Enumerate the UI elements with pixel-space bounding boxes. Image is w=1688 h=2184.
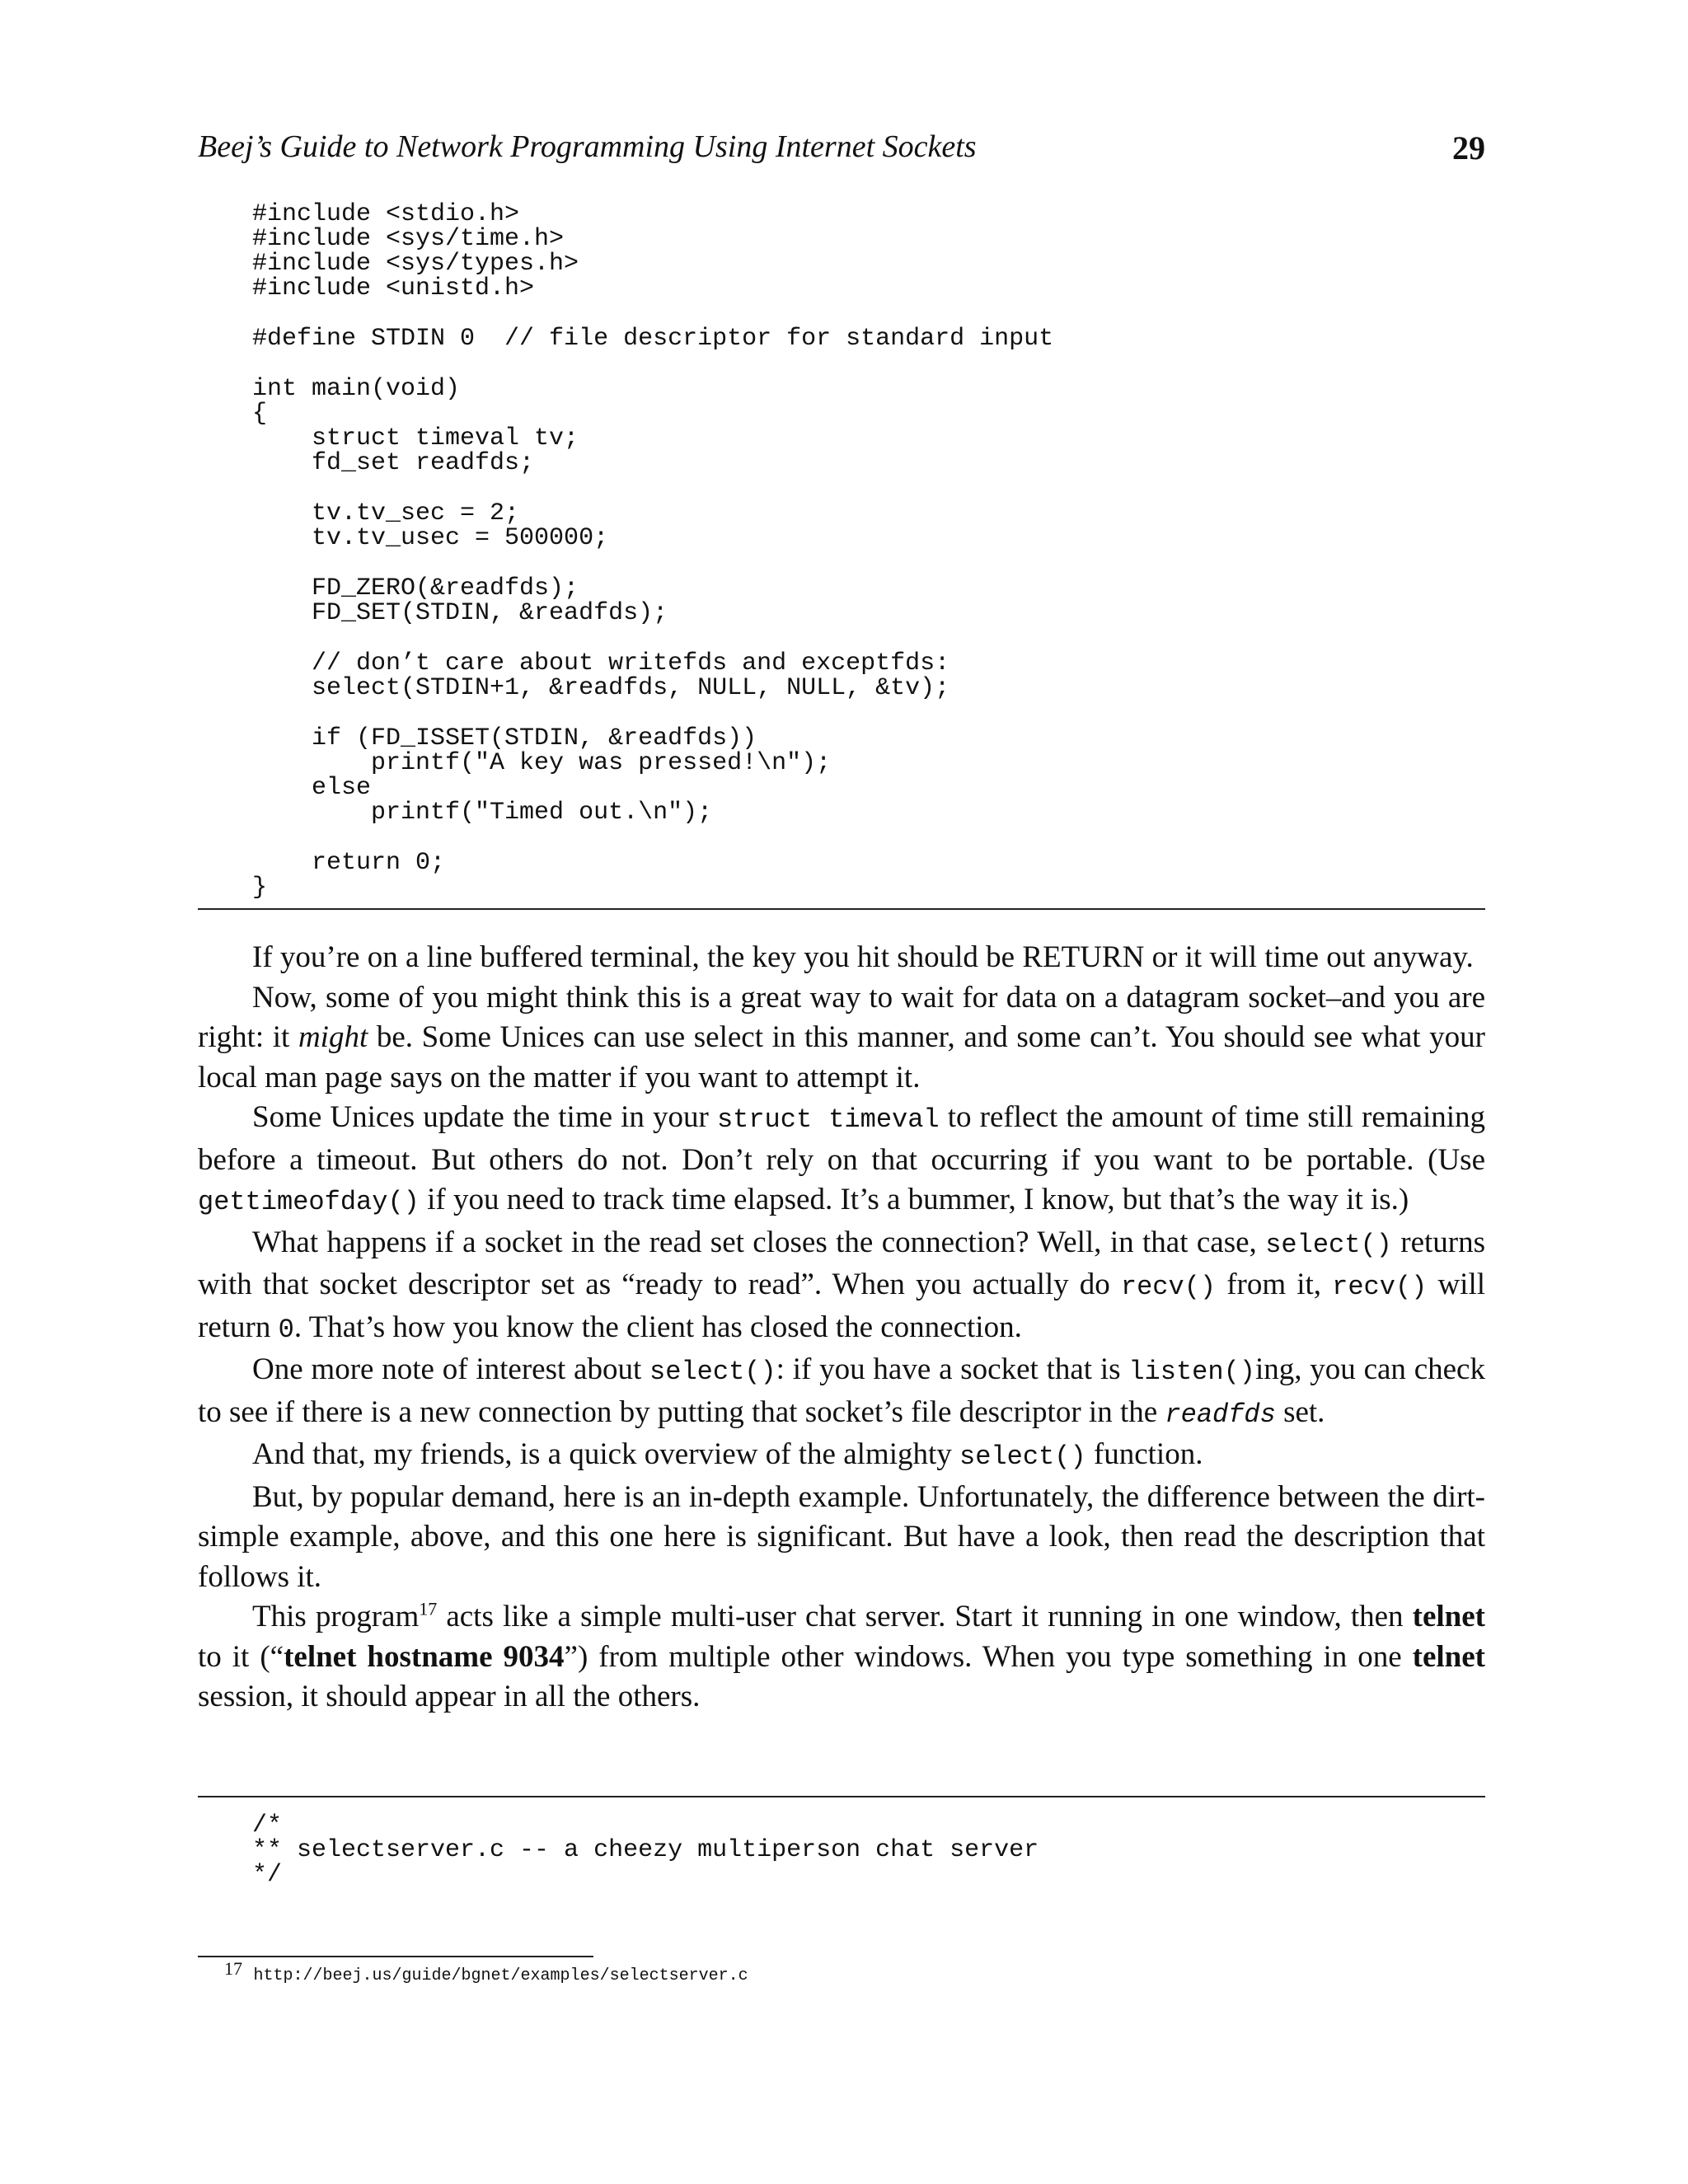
code-line: FD_ZERO(&readfds); [252,574,579,602]
running-header [198,124,1485,173]
code-line: // don’t care about writefds and exceptfds: [252,649,950,677]
paragraph-overview: And that, my friends, is a quick overview of the almighty select() function. [252,1437,1203,1472]
code-line: */ [252,1861,283,1889]
code-listing-select-demo [252,202,1489,900]
code-line: int main(void) [252,375,461,403]
code-listing-selectserver [252,1813,1489,1887]
code-line: FD_SET(STDIN, &readfds); [252,599,668,627]
command-telnet-hostname: telnet hostname 9034 [284,1639,565,1674]
code-select: select() [959,1441,1086,1472]
code-line: #include <stdio.h> [252,200,520,228]
code-blank-line [252,626,1489,651]
code-line: return 0; [252,849,446,877]
emphasis-might: might [298,1020,368,1054]
footnote [224,1958,748,1985]
code-select: select() [1265,1229,1392,1260]
code-line: select(STDIN+1, &readfds, NULL, NULL, &tv); [252,674,950,702]
code-line: { [252,400,268,428]
code-line: } [252,874,268,902]
code-line: #include <unistd.h> [252,274,535,302]
code-line: printf("A key was pressed!\n"); [252,749,832,777]
paragraph-closed-connection: What happens if a socket in the read set closes the connection? Well, in that case, select() returns with that socket descriptor set as “ready to read”. When you actually do recv() from it, recv() will return 0. That’s how you know the client has closed the connection. [198,1225,1485,1345]
code-recv: recv() [1332,1272,1428,1302]
code-line: tv.tv_sec = 2; [252,499,520,527]
code-listen: listen() [1128,1357,1255,1387]
paragraph-datagram: Now, some of you might think this is a great way to wait for data on a datagram socket–and you are right: it might be. Some Unices can use select in this manner, and some can’t. You should see what your local man page says on the matter if you want to attempt it. [198,980,1485,1094]
code-gettimeofday: gettimeofday() [198,1187,420,1217]
code-blank-line [252,301,1489,326]
code-line: tv.tv_usec = 500000; [252,524,609,552]
code-line: printf("Timed out.\n"); [252,799,713,827]
code-line: #include <sys/time.h> [252,225,565,253]
code-line: #include <sys/types.h> [252,250,579,278]
body-text [198,938,1485,1718]
code-top-rule [198,1796,1485,1797]
code-blank-line [252,551,1489,576]
code-blank-line [252,351,1489,377]
paragraph-listen: One more note of interest about select(): if you have a socket that is listen()ing, you can check to see if there is a new connection by putting that socket’s file descriptor in the readfds set. [198,1352,1485,1430]
footnote-mark: 17 [224,1958,242,1979]
paragraph-timeval: Some Unices update the time in your struct timeval to reflect the amount of time still remaining before a timeout. But others do not. Don’t rely on that occurring if you want to be portable. (Use gettimeofday() if you need to track time elapsed. It’s a bummer, I know, but that’s the way it is.) [198,1100,1486,1217]
footnote-rule [198,1956,593,1957]
page-number: 29 [1452,129,1485,166]
running-header-title: Beej’s Guide to Network Programming Using Internet Sockets [198,129,977,164]
code-line: else [252,774,372,802]
paragraph-in-depth: But, by popular demand, here is an in-depth example. Unfortunately, the difference between the dirt-simple example, above, and this one here is significant. But have a look, then read the description that follows it. [198,1479,1485,1594]
code-blank-line [252,476,1489,501]
code-line: struct timeval tv; [252,424,579,452]
code-blank-line [252,825,1489,851]
code-recv: recv() [1120,1272,1217,1302]
footnote-reference: 17 [419,1598,438,1619]
command-telnet: telnet [1412,1639,1485,1674]
command-telnet: telnet [1412,1600,1486,1633]
code-readfds: readfds [1165,1399,1276,1430]
code-line: fd_set readfds; [252,449,535,477]
code-line: if (FD_ISSET(STDIN, &readfds)) [252,724,757,752]
code-bottom-rule [198,908,1485,910]
code-blank-line [252,701,1489,726]
code-line: #define STDIN 0 // file descriptor for standard input [252,325,1054,353]
code-select: select() [649,1357,776,1387]
footnote-url: http://beej.us/guide/bgnet/examples/selectserver.c [253,1966,748,1985]
code-line: ** selectserver.c -- a cheezy multiperson chat server [252,1836,1039,1864]
code-line: /* [252,1811,283,1840]
code-zero: 0 [278,1314,294,1345]
paragraph-line-buffered: If you’re on a line buffered terminal, the key you hit should be RETURN or it will time out anyway. [252,940,1474,974]
paragraph-chat-server: This program$^{17}$ acts like a simple multi-user chat server. Start it running in one window, then telnet to it (“telnet hostname 9034”) from multiple other windows. When you type something in one telnet session, it should appear in all the others. [198,1598,1486,1713]
code-struct-timeval: struct timeval [716,1104,940,1135]
